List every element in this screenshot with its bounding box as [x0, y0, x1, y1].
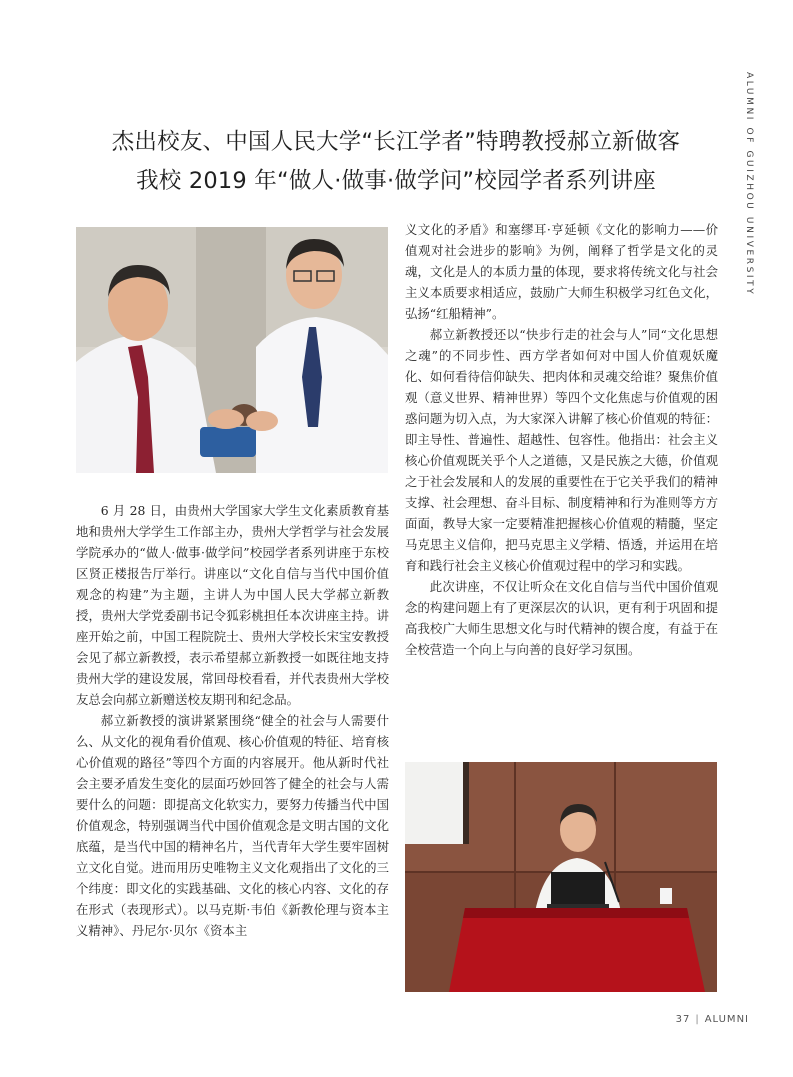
article-paragraph: 郝立新教授还以“快步行走的社会与人”同“文化思想之魂”的不同步性、西方学者如何对中国人价值观妖魔化、如何看待信仰缺失、把肉体和灵魂交给谁？聚焦价值观（意义世界、精神世界）等四个文化焦虑与价值观的困惑问题为切入点，为大家深入讲解了核心价值观的特征：即主导性、普遍性、超越性、包容性。他指出：社会主义核心价值观既关乎个人之道德，又是民族之大德，价值观之于社会发展和人的发展的重要性在于它关乎我们的精神支撑、社会理想、奋斗目标、制度精神和行为准则等方方面面，教导大家一定要精准把握核心价值观的精髓，坚定马克思主义信仰，把马克思主义学精、悟透，并运用在培育和践行社会主义核心价值观过程中的学习和实践。 [405, 327, 718, 573]
footer-divider: | [695, 1014, 700, 1025]
photo-lecture [405, 762, 717, 992]
photo-gift-exchange [76, 227, 388, 473]
article-column-right [405, 219, 718, 660]
magazine-side-label: ALUMNI OF GUIZHOU UNIVERSITY [744, 72, 754, 297]
page-number: 37 [675, 1014, 691, 1025]
page-footer [676, 1014, 749, 1025]
article-title-line-1: 杰出校友、中国人民大学“长江学者”特聘教授郝立新做客 [111, 129, 681, 155]
article-title-line-2: 我校 2019 年“做人·做事·做学问”校园学者系列讲座 [136, 168, 656, 194]
article-paragraph: 此次讲座，不仅让听众在文化自信与当代中国价值观念的构建问题上有了更深层次的认识，更有利于巩固和提高我校广大师生思想文化与时代精神的锲合度，有益于在全校营造一个向上与向善的良好学习氛围。 [405, 579, 718, 657]
footer-magazine-name: ALUMNI [704, 1014, 749, 1025]
article-column-left [76, 500, 389, 941]
article-paragraph: 郝立新教授的演讲紧紧围绕“健全的社会与人需要什么、从文化的视角看价值观、核心价值观的特征、培育核心价值观的路径”等四个方面的内容展开。他从新时代社会主要矛盾发生变化的层面巧妙回答了健全的社会与人需要什么的问题：即提高文化软实力，要努力传播当代中国价值观念，特别强调当代中国价值观念是文明古国的文化底蕴，是当代中国的精神名片，当代青年大学生要牢固树立文化自觉。进而用历史唯物主义文化观指出了文化的三个纬度：即文化的实践基础、文化的核心内容、文化的存在形式（表现形式）。以马克斯·韦伯《新教伦理与资本主义精神》、丹尼尔·贝尔《资本主 [76, 713, 389, 938]
article-paragraph-continuation: 义文化的矛盾》和塞缪耳·亨延顿《文化的影响力——价值观对社会进步的影响》为例，阐释了哲学是文化的灵魂，文化是人的本质力量的体现，要求将传统文化与社会主义本质要求相适应，鼓励广大师生积极学习红色文化，弘扬“红船精神”。 [405, 222, 718, 321]
article-paragraph: 6 月 28 日，由贵州大学国家大学生文化素质教育基地和贵州大学学生工作部主办，贵州大学哲学与社会发展学院承办的“做人·做事·做学问”校园学者系列讲座于东校区贤正楼报告厅举行。讲座以“文化自信与当代中国价值观念的构建”为主题，主讲人为中国人民大学郝立新教授，贵州大学党委副书记令狐彩桃担任本次讲座主持。讲座开始之前，中国工程院院士、贵州大学校长宋宝安教授会见了郝立新教授，表示希望郝立新教授一如既往地支持贵州大学的建设发展，常回母校看看，并代表贵州大学校友总会向郝立新赠送校友期刊和纪念品。 [76, 503, 389, 707]
